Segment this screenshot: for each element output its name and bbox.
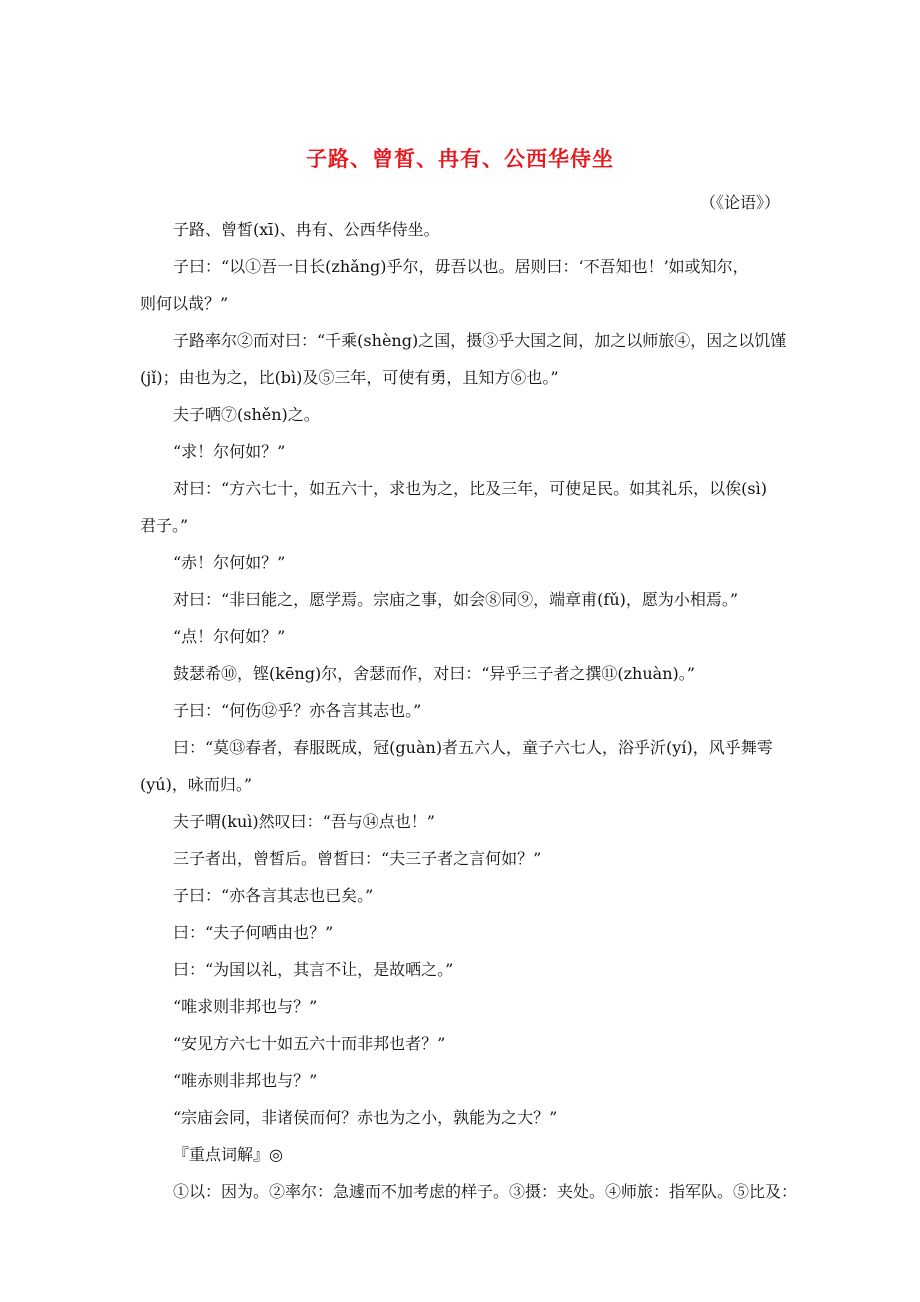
- text-line: “安见方六七十如五六十而非邦也者？”: [173, 1034, 446, 1053]
- text-line: 曰：“为国以礼，其言不让，是故哂之。”: [173, 960, 454, 979]
- text-line: (yú)，咏而归。”: [140, 775, 253, 794]
- text-line: 夫子喟(kuì)然叹曰：“吾与⑭点也！”: [173, 812, 435, 831]
- text-line: “宗庙会同，非诸侯而何？赤也为之小，孰能为之大？”: [173, 1108, 558, 1127]
- text-line: 对曰：“非曰能之，愿学焉。宗庙之事，如会⑧同⑨，端章甫(fǔ)，愿为小相焉。”: [173, 590, 739, 609]
- text-line: “唯赤则非邦也与？”: [173, 1071, 318, 1090]
- text-line: 子曰：“以①吾一日长(zhǎng)乎尔，毋吾以也。居则曰：‘不吾知也！’如或知尔，: [173, 257, 749, 276]
- text-line: ①以：因为。②率尔：急遽而不加考虑的样子。③摄：夹处。④师旅：指军队。⑤比及：: [173, 1182, 798, 1201]
- text-line: “求！尔何如？”: [173, 442, 286, 461]
- text-line: 『重点词解』◎: [173, 1145, 283, 1164]
- document-title: 子路、曾皙、冉有、公西华侍坐: [306, 147, 614, 171]
- text-line: 君子。”: [140, 516, 189, 535]
- text-line: (jǐ)；由也为之，比(bì)及⑤三年，可使有勇，且知方⑥也。”: [140, 368, 559, 387]
- text-line: 曰：“夫子何哂由也？”: [173, 923, 334, 942]
- text-line: 鼓瑟希⑩，铿(kēng)尔，舍瑟而作，对曰：“异乎三子者之撰⑪(zhuàn)。”: [173, 664, 695, 683]
- text-line: 则何以哉？”: [140, 294, 229, 313]
- text-line: 对曰：“方六七十，如五六十，求也为之，比及三年，可使足民。如其礼乐，以俟(sì): [173, 479, 767, 498]
- text-line: “点！尔何如？”: [173, 627, 286, 646]
- text-line: 曰：“莫⑬春者，春服既成，冠(guàn)者五六人，童子六七人，浴乎沂(yí)，风乎舞雩: [173, 738, 773, 757]
- text-line: 子路、曾皙(xī)、冉有、公西华侍坐。: [173, 220, 440, 239]
- text-line: “赤！尔何如？”: [173, 553, 286, 572]
- text-line: 子曰：“亦各言其志也已矣。”: [173, 886, 374, 905]
- text-line: 子曰：“何伤⑫乎？亦各言其志也。”: [173, 701, 422, 720]
- text-line: 三子者出，曾皙后。曾皙曰：“夫三子者之言何如？”: [173, 849, 542, 868]
- text-line: “唯求则非邦也与？”: [173, 997, 318, 1016]
- text-line: 子路率尔②而对曰：“千乘(shèng)之国，摄③乎大国之间，加之以师旅④，因之以饥馑: [173, 331, 787, 350]
- source-citation: （《论语》）: [699, 193, 780, 212]
- text-line: 夫子哂⑦(shěn)之。: [173, 405, 320, 424]
